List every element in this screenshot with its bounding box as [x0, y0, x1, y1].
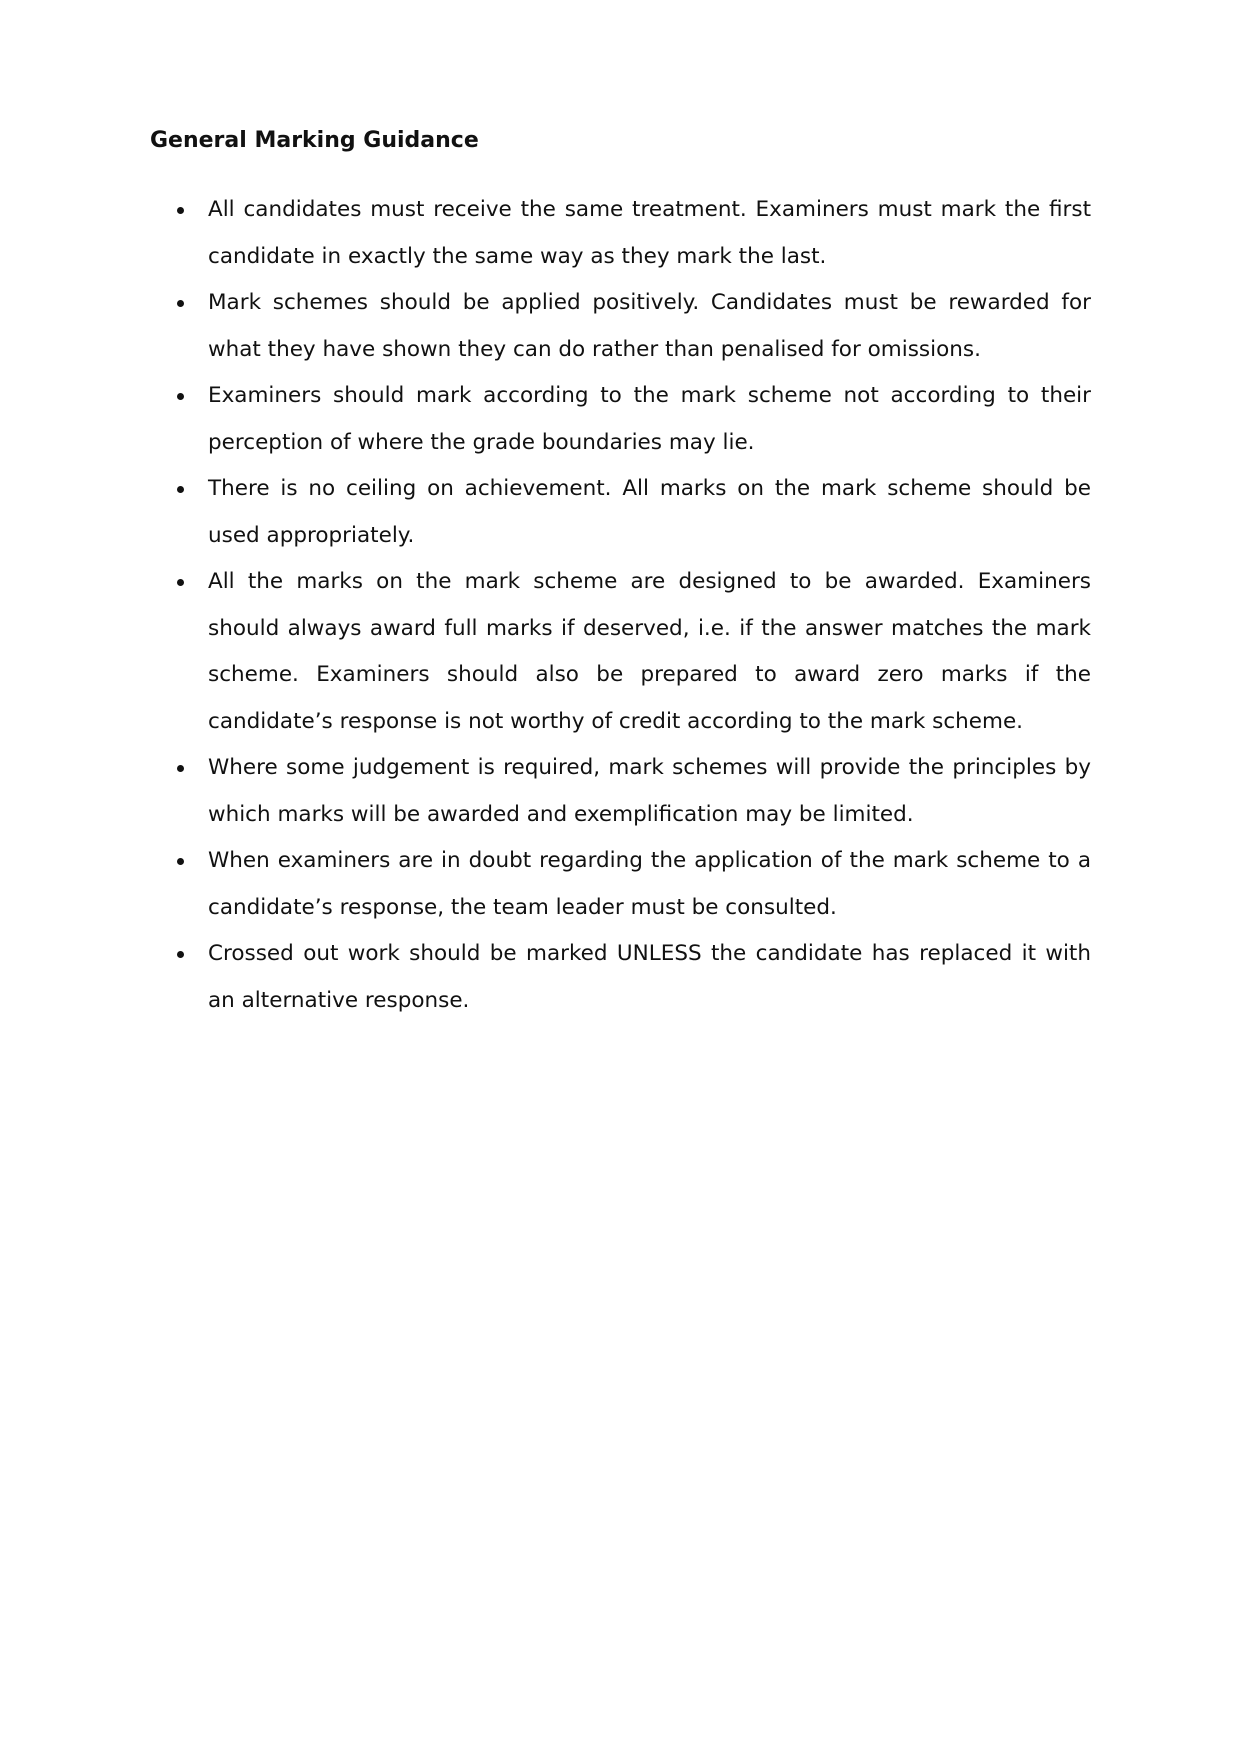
list-item-text: Mark schemes should be applied positively. Candidates must be rewarded for what they have shown they can do rather than penalised for omissions.	[208, 290, 1091, 362]
list-item	[150, 838, 1091, 931]
list-item-text: When examiners are in doubt regarding the application of the mark scheme to a candidate’s response, the team leader must be consulted.	[208, 848, 1091, 920]
list-item	[150, 931, 1091, 1024]
bullet-icon	[177, 858, 184, 865]
bullet-icon	[177, 951, 184, 958]
guidance-list	[150, 187, 1091, 1024]
list-item-text: All the marks on the mark scheme are designed to be awarded. Examiners should always award full marks if deserved, i.e. if the answer matches the mark scheme. Examiners should also be prepared to award zero marks if the candidate’s response is not worthy of credit according to the mark scheme.	[208, 569, 1091, 734]
list-item	[150, 745, 1091, 838]
list-item	[150, 373, 1091, 466]
list-item-text: Where some judgement is required, mark schemes will provide the principles by which marks will be awarded and exemplification may be limited.	[208, 755, 1091, 827]
bullet-icon	[177, 765, 184, 772]
bullet-icon	[177, 300, 184, 307]
list-item-text: There is no ceiling on achievement. All marks on the mark scheme should be used appropriately.	[208, 476, 1091, 548]
bullet-icon	[177, 393, 184, 400]
list-item	[150, 187, 1091, 280]
bullet-icon	[177, 579, 184, 586]
bullet-icon	[177, 207, 184, 214]
list-item-text: All candidates must receive the same treatment. Examiners must mark the first candidate in exactly the same way as they mark the last.	[208, 197, 1091, 269]
list-item	[150, 280, 1091, 373]
list-item-text: Examiners should mark according to the mark scheme not according to their perception of where the grade boundaries may lie.	[208, 383, 1091, 455]
list-item	[150, 466, 1091, 559]
page-title: General Marking Guidance	[150, 128, 479, 153]
list-item	[150, 559, 1091, 745]
bullet-icon	[177, 486, 184, 493]
list-item-text: Crossed out work should be marked UNLESS the candidate has replaced it with an alternative response.	[208, 941, 1091, 1013]
